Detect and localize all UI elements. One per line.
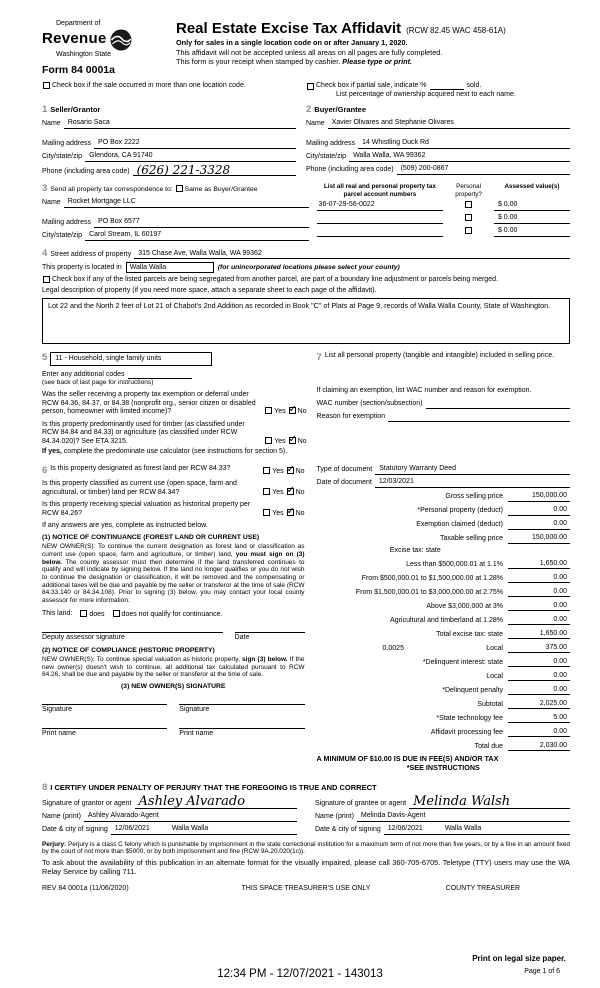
washington-state-label: Washington State [56, 50, 111, 58]
parties-section [42, 104, 570, 176]
notice-compliance-title: (2) NOTICE OF COMPLIANCE (HISTORIC PROPERTY) [42, 646, 215, 654]
department-of-label: Department of [56, 20, 101, 27]
no-label: No [295, 509, 305, 517]
exemption-claimed-row [317, 518, 570, 530]
subtotal-label: Subtotal [477, 700, 503, 708]
seller-phone-field[interactable]: (626) 221-3328 [133, 165, 296, 177]
excise-tier-3-row [317, 585, 570, 597]
new-owner-print-name-line-2[interactable] [179, 728, 304, 739]
assessed-value-column-header: Assessed value(s) [504, 183, 560, 191]
delinquent-interest-state-row [317, 655, 570, 667]
seller-addr-label: Mailing address [42, 139, 92, 147]
timber-agriculture-no-checkbox[interactable] [289, 437, 296, 444]
personal-property-deduct-field[interactable]: 0.00 [508, 506, 570, 516]
seller-csz-field[interactable]: Glendora, CA 91740 [85, 152, 296, 162]
grantee-signature-field[interactable]: Melinda Walsh [409, 796, 570, 808]
yes-label: Yes [272, 488, 284, 496]
alternate-format-notice: To ask about the availability of this publication in an alternate format for the visually impaired, please call 360-705-6705. Teletype (TTY) users may use the WA Relay Service by calling 711. [42, 857, 570, 876]
forest-land-question: Is this property designated as forest land per RCW 84.33? [50, 464, 231, 472]
no-label: No [297, 408, 307, 416]
current-use-no-checkbox[interactable] [287, 488, 294, 495]
county-treasurer-label: COUNTY TREASURER [445, 884, 521, 892]
exemption-claim-label: If claiming an exemption, list WAC number and reason for exemption. [316, 387, 532, 395]
delinquent-interest-local-label: Local [486, 672, 503, 680]
taxable-selling-price-label: Taxable selling price [439, 535, 503, 543]
correspondence-label: Send all property tax correspondence to: [50, 186, 173, 194]
additional-codes-label: Enter any additional codes [42, 370, 125, 378]
signature-label: Signature [42, 706, 72, 714]
forest-land-yesno [262, 467, 304, 477]
dor-wave-logo-icon [110, 29, 132, 51]
state-technology-fee-row [317, 711, 570, 723]
exemption-deferral-question: Was the seller receiving a property tax exemption or deferral under RCW 84.36, 84.37, or 84.38 (nonprofit org., senior citizen or disabled person, homeowner with limited income)? [42, 391, 256, 416]
correspondence-addr-field[interactable]: PO Box 6577 [94, 218, 309, 228]
exemption-deferral-no-checkbox[interactable] [289, 407, 296, 414]
total-due-field[interactable]: 2,030.00 [508, 742, 570, 752]
excise-tier-4-label: Above $3,000,000 at 3% [426, 602, 503, 610]
grantor-certification [42, 793, 297, 834]
predominate-use-note: If yes, complete the predominate use calculator (see instructions for section 5). [42, 448, 288, 456]
affidavit-processing-fee-row [317, 725, 570, 737]
historic-property-yesno [262, 509, 304, 519]
timber-agriculture-yes-checkbox[interactable] [265, 437, 272, 444]
timber-agriculture-question: Is this property predominantly used for timber (as classified under RCW 84.84 and 84.33) or agriculture (as classified under RCW 84.34.020)? See ETA 3215. [42, 420, 245, 445]
print-name-label: Print name [42, 729, 76, 737]
local-tax-field[interactable]: 375.00 [508, 644, 570, 654]
new-owner-signature-line-2[interactable] [179, 704, 304, 715]
parcel-row-2 [317, 211, 570, 224]
personal-property-checkbox-1[interactable] [465, 201, 472, 208]
excise-tax-state-header: Excise tax: state [389, 546, 441, 554]
current-use-yes-checkbox[interactable] [263, 488, 270, 495]
exemption-claimed-field[interactable]: 0.00 [508, 520, 570, 530]
street-address-field[interactable]: 315 Chase Ave, Walla Walla, WA 99362 [134, 250, 570, 260]
personal-property-checkbox-3[interactable] [465, 227, 472, 234]
partial-sale-label: Check box if partial sale, indicate % [316, 81, 427, 89]
personal-property-deduct-label: *Personal property (deduct) [417, 507, 503, 515]
new-owner-signature-line-1[interactable] [42, 704, 167, 715]
buyer-section [306, 104, 570, 176]
total-due-label: Total due [474, 742, 503, 750]
delinquent-interest-local-field[interactable]: 0.00 [508, 672, 570, 682]
correspondence-and-parcels [42, 183, 570, 241]
total-excise-state-label: Total excise tax: state [436, 630, 503, 638]
state-technology-fee-field[interactable]: 5.00 [508, 714, 570, 724]
delinquent-penalty-label: *Delinquent penalty [442, 686, 503, 694]
assessed-value-field-2[interactable]: $ 0.00 [494, 214, 570, 224]
land-does-checkbox[interactable] [80, 610, 87, 617]
state-technology-fee-label: *State technology fee [436, 714, 503, 722]
section-4-number: 4 [42, 247, 48, 259]
grantor-print-name-label: Name (print) [42, 812, 81, 820]
personal-property-section [317, 352, 570, 457]
notice-compliance-body: NEW OWNER(S): To continue special valuation as historic property, sign (3) below. If the new owner(s) doesn't wish to continue, all additional tax calculated pursuant to RCW 84.26, shall be due and payable by the seller or transferor at the time of sale. [42, 655, 305, 679]
legal-description-field[interactable]: Lot 22 and the North 2 feet of Lot 21 of Chabot's 2nd Addition as recorded in Book "C" of Plats at Page 9, records of Walla Walla County, State of Washington. [42, 298, 570, 344]
forest-land-no-checkbox[interactable] [287, 467, 294, 474]
historic-property-no-checkbox[interactable] [287, 509, 294, 516]
taxable-selling-price-row [317, 532, 570, 544]
buyer-csz-label: City/state/zip [306, 152, 347, 160]
delinquent-penalty-field[interactable]: 0.00 [508, 686, 570, 696]
correspondence-csz-field[interactable]: Carol Stream, IL 60197 [85, 231, 308, 241]
no-label: No [295, 488, 305, 496]
deputy-assessor-label: Deputy assessor signature [42, 634, 125, 642]
buyer-phone-label: Phone (including area code) [306, 165, 394, 173]
section-3-number: 3 [42, 183, 48, 195]
personal-property-deduct-row [317, 504, 570, 516]
deputy-assessor-signature-line[interactable] [42, 632, 223, 643]
subtotal-field[interactable]: 2,025.00 [508, 700, 570, 710]
located-in-note: (for unincorporated locations please select your county) [217, 263, 400, 271]
treasurer-space-label: THIS SPACE TREASURER'S USE ONLY [241, 884, 371, 892]
section-1-number: 1 [42, 103, 48, 115]
wac-number-label: WAC number (section/subsection) [316, 400, 423, 408]
historic-property-question: Is this property receiving special valuation as historical property per RCW 84.26? [42, 501, 251, 517]
certification-section [42, 782, 570, 835]
total-excise-state-field[interactable]: 1,650.00 [508, 630, 570, 640]
subtotal-row [317, 697, 570, 709]
section-2-number: 2 [306, 103, 312, 115]
gross-selling-price-row [317, 490, 570, 502]
print-legal-size-note: Print on legal size paper. [472, 954, 566, 964]
rev-number: REV 84 0001a (11/06/2020) [42, 884, 129, 892]
street-address-label: Street address of property [50, 250, 132, 258]
signature-label: Signature [179, 706, 210, 714]
document-type-field[interactable]: Statutory Warranty Deed [375, 465, 570, 475]
grantee-date-city-field[interactable]: 12/06/2021 Walla Walla [384, 825, 570, 835]
property-location-section [42, 248, 570, 344]
additional-codes-field[interactable] [128, 370, 193, 379]
new-owner-signature-title: (3) NEW OWNER(S) SIGNATURE [121, 682, 226, 690]
grantor-signature-label: Signature of grantor or agent [42, 799, 132, 807]
parcel-number-field-3[interactable] [317, 236, 444, 237]
total-due-row [317, 739, 570, 751]
assessed-value-field-1[interactable]: $ 0.00 [494, 201, 570, 211]
does-not-label: does not qualify for continuance. [121, 610, 223, 618]
no-label: No [297, 437, 307, 445]
continuance-qualify-row [42, 610, 305, 620]
delinquent-interest-local-row [317, 669, 570, 681]
designation-and-tax-computation [42, 465, 570, 773]
yes-label: Yes [274, 408, 286, 416]
excise-tier-4-field[interactable]: 0.00 [508, 602, 570, 612]
revenue-wordmark: Revenue [42, 30, 107, 48]
agricultural-timberland-row [317, 613, 570, 625]
use-code-and-personal-property [42, 352, 570, 457]
grantee-date-city-label: Date & city of signing [315, 825, 381, 833]
segregated-checkbox[interactable] [43, 276, 50, 283]
see-instructions-note: *SEE INSTRUCTIONS [406, 763, 480, 773]
grantee-print-name-label: Name (print) [315, 812, 354, 820]
seller-name-field[interactable]: Rosario Saca [64, 119, 296, 129]
gross-selling-price-field[interactable]: 150,000.00 [508, 492, 570, 502]
section-5-number: 5 [42, 351, 48, 363]
grantee-signature-label: Signature of grantee or agent [315, 799, 407, 807]
affidavit-processing-fee-label: Affidavit processing fee [430, 728, 503, 736]
does-label: does [89, 610, 105, 618]
local-tax-row [317, 641, 570, 653]
local-rate-value[interactable]: 0.0025 [382, 644, 404, 652]
yes-label: Yes [274, 437, 286, 445]
form-title: Real Estate Excise Tax Affidavit [176, 20, 402, 37]
no-label: No [295, 467, 305, 475]
buyer-addr-label: Mailing address [306, 139, 356, 147]
total-excise-state-row [317, 627, 570, 639]
parcel-table [317, 183, 570, 241]
personal-property-list-label: List all personal property (tangible and intangible) included in selling price. [324, 351, 555, 359]
delinquent-interest-state-field[interactable]: 0.00 [508, 658, 570, 668]
tax-computation-column [317, 465, 570, 773]
document-type-label: Type of document [316, 466, 373, 474]
assessed-value-field-3[interactable]: $ 0.00 [494, 227, 570, 237]
this-land-label: This land: [42, 610, 73, 618]
excise-tier-4-row [317, 599, 570, 611]
document-date-label: Date of document [316, 479, 372, 487]
print-name-label: Print name [179, 729, 214, 737]
excise-tier-1-field[interactable]: 1,650.00 [508, 560, 570, 570]
exemption-claimed-label: Exemption claimed (deduct) [416, 521, 503, 529]
personal-property-checkbox-2[interactable] [465, 214, 472, 221]
grantor-date-city-label: Date & city of signing [42, 825, 108, 833]
ownership-percent-note: List percentage of ownership acquired next to each name. [336, 91, 516, 99]
certify-statement: I CERTIFY UNDER PENALTY OF PERJURY THAT THE FOREGOING IS TRUE AND CORRECT [50, 782, 377, 792]
excise-tier-2-field[interactable]: 0.00 [508, 574, 570, 584]
current-use-question: Is this property classified as current use (open space, farm and agricultural, or timber) land per RCW 84.34? [42, 480, 237, 496]
notice-continuance-body: NEW OWNER(S): To continue the current designation as forest land or classification as current use (open space, farm and agriculture, or timber) land, you must sign on (3) below. The county assessor must then determine if the land transferred continues to qualify and will indicate by signing below. If the land no longer qualifies or you do not wish to continue the designation or classification, it will be removed and the compensating or additional taxes will be due and payable by the seller or transferor at the time of sale (RCW 84.33.140 or 84.34.108). Prior to signing (3) below, you may contact your local county assessor for more information. [42, 543, 305, 604]
excise-tier-2-label: From $500,000.01 to $1,500,000.00 at 1.28% [361, 574, 503, 582]
tax-correspondence-section [42, 183, 317, 241]
seller-csz-label: City/state/zip [42, 152, 83, 160]
partial-sale-percent-field[interactable] [430, 82, 464, 90]
excise-tier-1-label: Less than $500,000.01 at 1.1% [406, 560, 503, 568]
located-in-label: This property is located in [42, 263, 122, 271]
land-use-section [42, 352, 317, 457]
correspondence-name-label: Name [42, 199, 61, 207]
correspondence-csz-label: City/state/zip [42, 232, 83, 240]
deputy-date-line[interactable] [235, 632, 305, 643]
footer-row [42, 885, 570, 894]
parcel-row-1 [317, 198, 570, 211]
title-block [164, 20, 570, 77]
document-date-field[interactable]: 12/03/2021 [375, 478, 570, 488]
buyer-name-field[interactable]: Xavier Olivares and Stephanie Olivares [328, 119, 570, 129]
deputy-date-label: Date [234, 634, 250, 642]
seller-name-label: Name [42, 119, 61, 127]
land-does-not-checkbox[interactable] [113, 610, 120, 617]
buyer-heading: Buyer/Grantee [314, 104, 366, 114]
buyer-name-label: Name [306, 119, 325, 127]
grantor-date-city-field[interactable]: 12/06/2021 Walla Walla [111, 825, 297, 835]
correspondence-name-field[interactable]: Rocket Mortgage LLC [64, 198, 309, 208]
exemption-reason-label: Reason for exemption [316, 413, 386, 421]
gross-selling-price-label: Gross selling price [445, 493, 503, 501]
land-use-code-field[interactable]: 11 - Household, single family units [50, 352, 212, 367]
seller-addr-field[interactable]: PO Box 2222 [94, 139, 296, 149]
notice-continuance-title: (1) NOTICE OF CONTINUANCE (FOREST LAND OR CURRENT USE) [42, 534, 260, 542]
correspondence-addr-label: Mailing address [42, 219, 92, 227]
local-tax-label: Local [486, 644, 503, 652]
current-use-yesno [262, 488, 304, 498]
buyer-phone-field[interactable]: (509) 200-0867 [397, 165, 570, 175]
segregated-label: Check box if any of the listed parcels are being segregated from another parcel, are part of a boundary line adjustment or parcels being merged. [52, 276, 498, 284]
same-as-buyer-label: Same as Buyer/Grantee [184, 186, 258, 194]
seller-phone-label: Phone (including area code) [42, 167, 130, 175]
exemption-reason-field[interactable] [388, 413, 570, 422]
forest-land-yes-checkbox[interactable] [263, 467, 270, 474]
parcel-row-3 [317, 224, 570, 237]
parcel-number-field-2[interactable] [317, 223, 444, 224]
excise-tier-1-row [317, 557, 570, 569]
form-rcw-ref: (RCW 82.45 WAC 458-61A) [406, 26, 506, 35]
perjury-notice: Perjury: Perjury is a class C felony which is punishable by imprisonment in the state correctional institution for a maximum term of not more than five years, or by a fine in an amount fixed by the court of not more than $5000, or by both imprisonment and fine (RCW 9A.20.020(1c)). [42, 840, 570, 856]
multi-location-label: Check box if the sale occurred in more than one location code. [52, 81, 246, 89]
grantee-certification [315, 793, 570, 834]
exemption-deferral-yes-checkbox[interactable] [265, 407, 272, 414]
header-note-2: This affidavit will not be accepted unless all areas on all pages are fully completed. [176, 47, 443, 57]
historic-property-yes-checkbox[interactable] [263, 509, 270, 516]
section-8-number: 8 [42, 781, 48, 793]
top-checkbox-row [42, 82, 570, 100]
dor-logo-block [42, 20, 164, 77]
yes-label: Yes [272, 509, 284, 517]
excise-tier-2-row [317, 571, 570, 583]
buyer-csz-field[interactable]: Walla Walla, WA 99362 [349, 152, 570, 162]
section-6-number: 6 [42, 464, 48, 476]
timber-agriculture-yesno [264, 437, 306, 447]
taxable-selling-price-field[interactable]: 150,000.00 [508, 534, 570, 544]
delinquent-interest-state-label: *Delinquent interest: state [422, 658, 503, 666]
new-owner-print-name-line-1[interactable] [42, 728, 167, 739]
additional-codes-note: (see back of last page for instructions) [42, 379, 154, 387]
agricultural-timberland-field[interactable]: 0.00 [508, 616, 570, 626]
excise-tier-3-label: From $1,500,000.01 to $3,000,000.00 at 2.75% [355, 588, 503, 596]
partial-sale-checkbox[interactable] [307, 83, 314, 90]
wac-number-field[interactable] [426, 400, 570, 409]
grantor-signature-field[interactable]: Ashley Alvarado [135, 796, 297, 808]
multi-location-checkbox[interactable] [43, 82, 50, 89]
form-number: Form 84 0001a [42, 64, 115, 77]
scan-timestamp: 12:34 PM - 12/07/2021 - 143013 [217, 967, 383, 980]
minimum-due-note: A MINIMUM OF $10.00 IS DUE IN FEE(S) AND/OR TAX [316, 754, 499, 764]
legal-description-label: Legal description of property (if you need more space, attach a separate sheet to each page of the affidavit). [42, 286, 377, 294]
agricultural-timberland-label: Agricultural and timberland at 1.28% [390, 616, 503, 624]
parcel-column-header: List all real and personal property tax parcel account numbers [323, 183, 436, 198]
buyer-addr-field[interactable]: 14 Whistling Duck Rd [358, 139, 570, 149]
located-in-dropdown[interactable]: Walla Walla [126, 262, 214, 273]
seller-section [42, 104, 306, 176]
personal-property-column-header: Personal property? [455, 183, 482, 198]
form-header [42, 20, 570, 77]
if-yes-instruction: If any answers are yes, complete as instructed below. [42, 521, 208, 529]
same-as-buyer-checkbox[interactable] [176, 185, 183, 192]
page-number: Page 1 of 6 [524, 968, 560, 976]
exemption-deferral-yesno [264, 407, 306, 417]
delinquent-penalty-row [317, 683, 570, 695]
seller-heading: Seller/Grantor [50, 104, 101, 114]
header-note-1: Only for sales in a single location code on or after January 1, 2020. [176, 38, 408, 48]
excise-tier-3-field[interactable]: 0.00 [508, 588, 570, 598]
section-7-number: 7 [316, 351, 322, 363]
land-designation-section [42, 465, 317, 773]
affidavit-processing-fee-field[interactable]: 0.00 [508, 728, 570, 738]
yes-label: Yes [272, 467, 284, 475]
grantor-print-name-field[interactable]: Ashley Alvarado-Agent [84, 812, 297, 822]
partial-sale-sold-label: sold. [466, 81, 482, 89]
header-note-3: This form is your receipt when stamped by cashier. Please type or print. [176, 57, 413, 67]
grantee-print-name-field[interactable]: Melinda Davis-Agent [357, 812, 570, 822]
parcel-number-field-1[interactable]: 36-07-29-56-0022 [317, 201, 444, 211]
